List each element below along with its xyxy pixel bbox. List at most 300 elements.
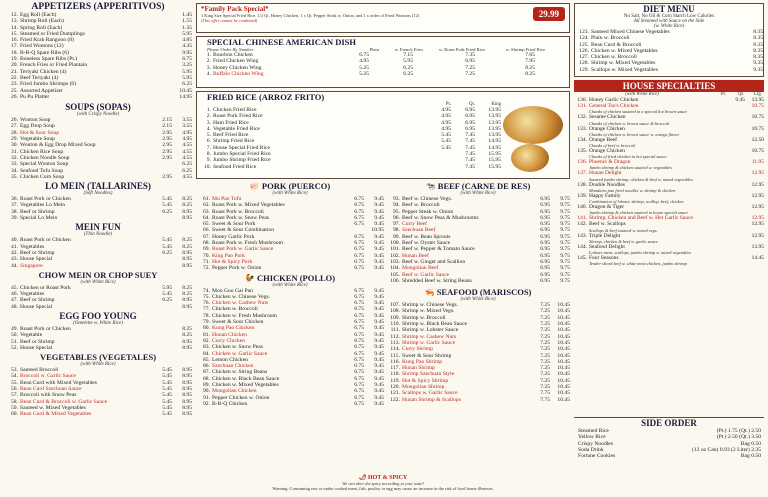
chicken-subtitle: (with White Rice) [272, 282, 308, 288]
item-price-pt: 6.75 [354, 382, 364, 389]
item-price: 9.35 [753, 60, 763, 67]
item-name: Kung Pao Chicken [212, 325, 255, 332]
item-price-qt: 12.50 [751, 136, 764, 143]
item-price-qt: 10.45 [557, 339, 570, 346]
item-price-pt: 6.75 [354, 196, 364, 202]
item-name: Bourbon Chicken [213, 52, 253, 58]
item-price-pt: 6.75 [354, 252, 364, 259]
item-price-pt: 7.75 [540, 396, 550, 403]
hot-spicy-legend: 🌶 HOT & SPICY [358, 475, 408, 481]
item-number: 120. [390, 384, 400, 391]
item-name: Shrimp Roll (Each) [20, 18, 64, 25]
item-name: House Special [20, 344, 53, 351]
item-price-qt: 10.75 [751, 114, 764, 121]
item-price-qt: 10.75 [751, 148, 764, 155]
item-description: Scallops & beef sauteed w. mixed vegs. [589, 227, 658, 233]
item-price: 7.25 [465, 64, 475, 71]
item-number: 21. [11, 68, 18, 75]
item-number: 92. [203, 400, 210, 407]
american-col-fries: w. French Fries [394, 47, 423, 52]
item-number: 25. [11, 87, 18, 94]
item-name: Boneless Spare Ribs (Pt.) [20, 56, 78, 63]
item-name: Shrimp Fried Rice [213, 138, 255, 145]
item-price-qt: 10.45 [557, 321, 570, 328]
item-price-pt: 6.75 [354, 363, 364, 370]
menu-item [574, 126, 764, 132]
item-name: Kung Pao Shrimp [402, 358, 443, 365]
item-price-pt [726, 221, 745, 227]
item-price-pt: 7.25 [540, 352, 550, 359]
item-price-pt: 6.75 [354, 306, 364, 313]
item-number: 90. [203, 388, 210, 395]
item-price-qt: 12.95 [751, 221, 764, 228]
item-number: 106. [390, 277, 400, 284]
item-name: Bean Curd & Mixed Vegetables [20, 411, 92, 418]
item-name: Sesame Chicken [589, 114, 626, 121]
item-name: Sweet & Sour Combination [212, 227, 274, 234]
item-price-qt: 4.55 [182, 173, 192, 180]
item-price-qt: 8.25 [182, 332, 192, 339]
item-number: 85. [203, 356, 210, 363]
item-name: Chicken w. Snow Peas [212, 344, 263, 351]
item-name: Chicken w. Chinese Vegs. [212, 293, 271, 300]
seafood-list [386, 302, 570, 403]
item-price-pt: 6.75 [354, 240, 364, 247]
item-price-pt: 6.75 [354, 265, 364, 272]
item-price-pt: 5.45 [162, 392, 172, 399]
item-price-pt: 5.45 [162, 243, 172, 250]
menu-item [196, 401, 384, 407]
item-number: 1. [206, 52, 211, 58]
item-number: 101. [390, 246, 400, 253]
item-price-qt: 9.45 [374, 331, 384, 338]
item-price: 13.95 [488, 119, 501, 126]
item-number: 68. [203, 240, 210, 247]
item-price-qt: 9.45 [374, 363, 384, 370]
item-name: Hot & Sour Soup [20, 129, 60, 136]
item-price-pt: 6.75 [354, 221, 364, 228]
item-number: 12. [11, 12, 18, 18]
item-number: 37. [11, 202, 18, 209]
item-name: Vegetables [20, 243, 45, 250]
item-name: Roast Pork w. Garlic Sauce [212, 246, 274, 253]
item-price-pt: 6.95 [540, 258, 550, 265]
item-price-qt: 8.95 [182, 386, 192, 393]
item-number: 124. [579, 35, 589, 42]
house-col-lrg: Lrg. [753, 92, 762, 97]
appetizers-list [4, 12, 192, 100]
vegetables-title: VEGETABLES (VEGETALES) [39, 352, 157, 363]
item-name: Jumbo Special Fried Rice [213, 151, 271, 158]
item-number: 10. [204, 163, 211, 170]
item-price-pt: 9.45 [735, 97, 745, 103]
item-price: 10.45 [179, 87, 192, 94]
item-name: Hot & Spicy Pork [212, 258, 253, 265]
item-price-qt: 9.45 [374, 394, 384, 401]
item-number: 20. [11, 62, 18, 69]
item-number: 110. [390, 321, 400, 328]
item-number: 48. [11, 303, 18, 310]
item-price-pt: 6.75 [354, 369, 364, 376]
item-price-qt: 9.45 [374, 214, 384, 221]
item-price: 8.35 [753, 47, 763, 54]
item-name: Special Wonton Soup [20, 161, 69, 168]
item-price-qt: 10.45 [557, 377, 570, 384]
item-number: 96. [393, 214, 400, 221]
item-number: 31. [11, 148, 18, 155]
item-description: Chunks of chicken w. brown sauce w. orange flavor [589, 131, 680, 137]
item-price-pt [726, 114, 745, 120]
item-name: Four Seasons [589, 255, 619, 262]
item-name: Lemon Chicken [212, 356, 248, 363]
item-price: 6.95 [465, 107, 475, 113]
diet-title: DIET MENU [643, 4, 695, 14]
item-price-qt: 12.95 [751, 170, 764, 177]
item-price: 5.25 [359, 64, 369, 71]
item-price: 7.45 [465, 157, 475, 164]
item-name: Fortune Cookies [578, 453, 616, 460]
pork-chicken-column [196, 181, 384, 407]
item-price-qt: 8.95 [182, 392, 192, 399]
item-number: 117. [390, 365, 400, 372]
cow-icon: 🐄 [425, 182, 436, 191]
item-number: 136. [577, 159, 587, 166]
item-price-qt: 10.45 [557, 302, 570, 309]
item-number: 43. [11, 256, 18, 263]
item-price: 7.15 [403, 52, 413, 58]
item-name: Pepper Pork w. Onion [212, 265, 262, 272]
item-price-pt: 6.75 [354, 246, 364, 253]
menu-item [386, 278, 570, 284]
item-price-pt [726, 126, 745, 132]
item-price-pt: 6.75 [354, 388, 364, 395]
item-name: Roast Pork Fried Rice [213, 113, 263, 120]
item-price: Bag 0.50 [740, 453, 761, 460]
item-name: Beef w. Ginger and Scallion [402, 258, 466, 265]
item-number: 62. [203, 202, 210, 209]
item-name: Seafood Fried Rice [213, 163, 257, 170]
item-price: 5.95 [182, 30, 192, 37]
item-number: 133. [577, 125, 587, 132]
item-number: 72. [203, 265, 210, 272]
item-name: Hunan Shrimp & Scallops [402, 396, 461, 403]
item-name: Sweet & Sour Chicken [212, 319, 264, 326]
family-pack-price: 29.99 [533, 7, 565, 21]
item-name: Steamed or Fried Dumplings [20, 30, 85, 37]
item-name: Mu Pao Tofu [212, 196, 242, 202]
item-price-qt: 13.95 [751, 243, 764, 250]
item-description: Chunks of chicken sauteed in a special hot brown sauce [589, 109, 687, 115]
item-number: 115. [390, 352, 400, 359]
item-price-qt: 9.45 [374, 344, 384, 351]
item-number: 123. [579, 29, 589, 35]
item-price-qt: 8.95 [182, 379, 192, 386]
item-price-qt: 10.45 [557, 384, 570, 391]
item-price-qt: 8.25 [182, 291, 192, 298]
item-number: 3. [206, 64, 211, 71]
item-number: 141. [577, 215, 587, 222]
item-price-pt: 5.45 [162, 411, 172, 418]
seafood-title: 🦐 SEAFOOD (MARISCOS) [424, 287, 532, 298]
item-name: Dragon & Tiger [589, 204, 625, 211]
item-name: Curry Shrimp [402, 346, 433, 353]
item-price: 1.55 [182, 18, 192, 25]
item-name: Shredded Beef w. String Beans [402, 277, 472, 284]
item-price-pt: 5.45 [162, 379, 172, 386]
chicken-list [196, 288, 384, 408]
item-price-qt: 8.95 [182, 262, 192, 269]
item-number: 57. [11, 392, 18, 399]
item-number: 116. [390, 358, 400, 365]
item-price-pt: 6.95 [540, 277, 550, 284]
item-number: 112. [390, 333, 400, 340]
item-description: Sauteed jumbo shrimp, chicken & beef w. mixed vegetables [589, 176, 693, 182]
item-number: 40. [11, 237, 18, 244]
item-name: Beef Fried Rice [213, 132, 249, 139]
item-name: Honey Garlic Pork [212, 233, 255, 240]
item-name: Seafood Tofu Soup [20, 167, 64, 174]
item-price: 8.35 [753, 29, 763, 35]
item-name: Orange Beef [589, 136, 617, 143]
item-name: Wonton & Egg Drop Mixed Soup [20, 142, 96, 149]
item-price-qt: 10.45 [557, 396, 570, 403]
item-price-pt: 7.75 [540, 390, 550, 397]
side-order-title: SIDE ORDER [574, 417, 764, 428]
item-price-pt: 7.25 [540, 314, 550, 321]
item-description: Combination of lobster, shrimp, scallop, beef, chicken [589, 199, 684, 205]
item-name: Hunan Shrimp [402, 365, 435, 372]
item-price-qt: 10.45 [557, 390, 570, 397]
item-price-qt: 9.45 [374, 246, 384, 253]
item-price-pt [726, 204, 745, 210]
item-price-qt: 9.75 [560, 221, 570, 228]
eggfoo-list [4, 326, 192, 351]
item-name: Sweet & Sour Shrimp [402, 352, 452, 359]
american-col-plain: Plain [369, 47, 379, 52]
item-price-qt: 8.95 [182, 338, 192, 345]
item-description: Mandarin pan fried noodles w. shrimp & chicken [589, 187, 676, 193]
item-number: 122. [390, 396, 400, 403]
item-price-qt: 8.25 [182, 196, 192, 203]
item-name: Honey Garlic Chicken [589, 97, 639, 103]
item-price: 14.95 [179, 93, 192, 100]
item-price: (12 oz Can) 0.93 (2 Liter) 2.35 [692, 446, 761, 453]
item-description: Shrimp, chicken & beef w. garlic sauce [589, 238, 658, 244]
item-number: 2. [206, 113, 211, 120]
item-price-pt: 6.75 [354, 258, 364, 265]
item-name: Seafood Delight [589, 243, 625, 250]
item-price-pt: 5.45 [162, 237, 172, 244]
menu-item [4, 263, 192, 269]
item-name: Chicken w. Mixed Vegetables [591, 47, 658, 54]
item-price: 1.45 [182, 12, 192, 18]
item-name: Curry Chicken [212, 337, 246, 344]
item-number: 18. [11, 49, 18, 56]
item-price: 13.95 [488, 132, 501, 139]
item-price-pt: 7.25 [540, 327, 550, 334]
item-name: Beef w. Chinese Vegs. [402, 196, 453, 202]
item-price-qt: 9.45 [374, 300, 384, 307]
menu-item [386, 397, 570, 403]
item-price-qt: 9.45 [374, 287, 384, 294]
item-number: 139. [577, 192, 587, 199]
item-price-pt: 2.95 [162, 148, 172, 155]
item-number: 28. [11, 129, 18, 136]
item-price-qt: 9.75 [560, 252, 570, 259]
item-number: 45. [11, 284, 18, 291]
item-number: 82. [203, 337, 210, 344]
item-name: Fried Jumbo Shrimps (6) [20, 81, 77, 88]
item-description: Tender sliced beef w. white meat chicken, jumbo shrimp [589, 261, 687, 267]
item-price-qt: 9.45 [374, 369, 384, 376]
item-price-qt: 10.45 [557, 314, 570, 321]
item-price-qt: 12.95 [751, 181, 764, 188]
item-number: 138. [577, 181, 587, 188]
item-price-pt: 5.45 [162, 291, 172, 298]
beef-subtitle: (with White Rice) [460, 191, 496, 196]
item-price-qt: 9.75 [560, 265, 570, 272]
item-price: 7.45 [465, 144, 475, 151]
item-price: 15.95 [488, 157, 501, 164]
item-name: Assorted Appetizer [20, 87, 64, 94]
pepper-icon: 🌶 [358, 475, 367, 481]
item-name: Orange Chicken [589, 148, 625, 155]
friedrice-col-qt: Qt. [469, 102, 475, 107]
item-name: Shrimp w. Mixed Vegs. [402, 308, 455, 315]
item-price-qt: 10.75 [751, 125, 764, 132]
item-price-pt: 6.75 [354, 331, 364, 338]
item-name: Fried Chicken Wing [213, 58, 259, 65]
item-number: 59. [11, 404, 18, 411]
item-price-pt: 5.45 [162, 398, 172, 405]
item-price-qt: 9.75 [560, 240, 570, 247]
item-name: Happy Family [589, 192, 621, 199]
item-number: 2. [206, 58, 211, 65]
item-name: Sauteed Mixed Chinese Vegetables [591, 29, 670, 35]
item-price: Bag 0.50 [740, 440, 761, 447]
item-price-qt: 9.45 [374, 252, 384, 259]
item-price: 3.25 [182, 62, 192, 69]
house-list [574, 97, 764, 415]
item-name: Vegetable Fried Rice [213, 125, 260, 132]
item-number: 36. [11, 196, 18, 203]
item-price-qt: 9.45 [374, 221, 384, 228]
item-name: House Special [20, 303, 53, 310]
menu-item [4, 174, 192, 180]
item-price-qt: 9.45 [374, 375, 384, 382]
item-name: Roast Pork w. Broccoli [212, 208, 264, 215]
item-number: 125. [579, 41, 589, 48]
item-number: 5. [206, 132, 211, 139]
item-price-pt: 6.75 [354, 312, 364, 319]
item-price: 14.95 [488, 144, 501, 151]
american-title: SPECIAL CHINESE AMERICAN DISH [207, 37, 357, 47]
item-name: King Pao Pork [212, 252, 245, 259]
item-price-qt: 8.95 [182, 398, 192, 405]
family-pack-title: *Family Pack Special* [201, 5, 269, 13]
item-number: 79. [203, 319, 210, 326]
item-number: 38. [11, 208, 18, 215]
item-number: 100. [390, 240, 400, 247]
item-name: Yellow Rice [578, 434, 606, 441]
alter-note: We can alter the spicy according to your taste! [342, 481, 424, 486]
item-price: 13.95 [488, 107, 501, 113]
item-name: B-B-Q Spare Ribs (6) [20, 49, 69, 56]
item-price: 4.95 [441, 125, 451, 132]
item-price: 7.45 [465, 151, 475, 158]
item-price-qt: 10.45 [557, 327, 570, 334]
item-number: 105. [390, 271, 400, 278]
menu-item [574, 170, 764, 176]
item-number: 126. [579, 47, 589, 54]
house-specialties-banner: HOUSE SPECIALTIES [574, 80, 764, 92]
item-price-qt: 9.75 [560, 208, 570, 215]
item-price-pt: 6.95 [540, 246, 550, 253]
item-price-qt: 12.95 [751, 215, 764, 222]
fried-rice-photo [503, 106, 563, 144]
item-price-pt: 7.25 [540, 371, 550, 378]
chowmein-list [4, 285, 192, 310]
item-name: Egg Roll (Each) [20, 12, 57, 18]
item-name: Shrimp w. Broccoli [402, 314, 446, 321]
item-number: 132. [577, 114, 587, 121]
item-name: Plain w. Broccoli [591, 35, 630, 42]
item-number: 64. [203, 214, 210, 221]
item-name: Vegetable Soup [20, 136, 55, 143]
item-name: Roast Pork w. Snow Peas [212, 214, 269, 221]
beef-list [386, 196, 570, 284]
item-number: 80. [203, 325, 210, 332]
item-number: 130. [577, 97, 587, 103]
item-price-pt: 2.95 [162, 129, 172, 136]
item-price-qt: 10.75 [751, 103, 764, 110]
menu-item [197, 71, 569, 77]
item-name: House Special Fried Rice [213, 144, 271, 151]
item-number: 78. [203, 312, 210, 319]
soups-title: SOUPS (SOPAS) [65, 102, 131, 113]
item-name: Roast Pork or Chicken [20, 196, 71, 203]
item-name: Curry Beef [402, 221, 428, 228]
item-name: Chicken w. Broccoli [591, 54, 637, 61]
item-price-pt: 6.75 [354, 344, 364, 351]
item-name: Chicken w. Cashew Nuts [212, 300, 269, 307]
item-price-qt: 9.45 [374, 312, 384, 319]
item-price-qt: 9.75 [560, 202, 570, 209]
item-price-pt: 2.95 [162, 173, 172, 180]
item-price-pt: 6.75 [354, 287, 364, 294]
family-pack-offer: (This offer cannot be combined) [201, 18, 258, 23]
item-price: 4.95 [441, 107, 451, 113]
item-price-pt: 6.75 [354, 394, 364, 401]
item-number: 54. [11, 373, 18, 380]
item-price-qt: 3.55 [182, 123, 192, 130]
item-price-qt: 8.95 [182, 297, 192, 304]
item-price: 5.95 [403, 58, 413, 65]
item-price: 8.25 [525, 70, 535, 77]
item-price-pt: 6.75 [354, 356, 364, 363]
menu-item [574, 114, 764, 120]
item-price-qt: 8.95 [182, 215, 192, 222]
item-price-qt: 10.45 [557, 352, 570, 359]
item-number: 128. [579, 60, 589, 67]
item-name: Vegetables [20, 291, 45, 298]
item-price: 8.25 [525, 64, 535, 71]
menu-item [574, 221, 764, 227]
item-price-qt: 9.45 [374, 233, 384, 240]
item-name: Szechuan Chicken [212, 363, 254, 370]
item-number: 145. [577, 255, 587, 262]
item-name: Shrimp w. Lobster Sauce [402, 327, 459, 334]
